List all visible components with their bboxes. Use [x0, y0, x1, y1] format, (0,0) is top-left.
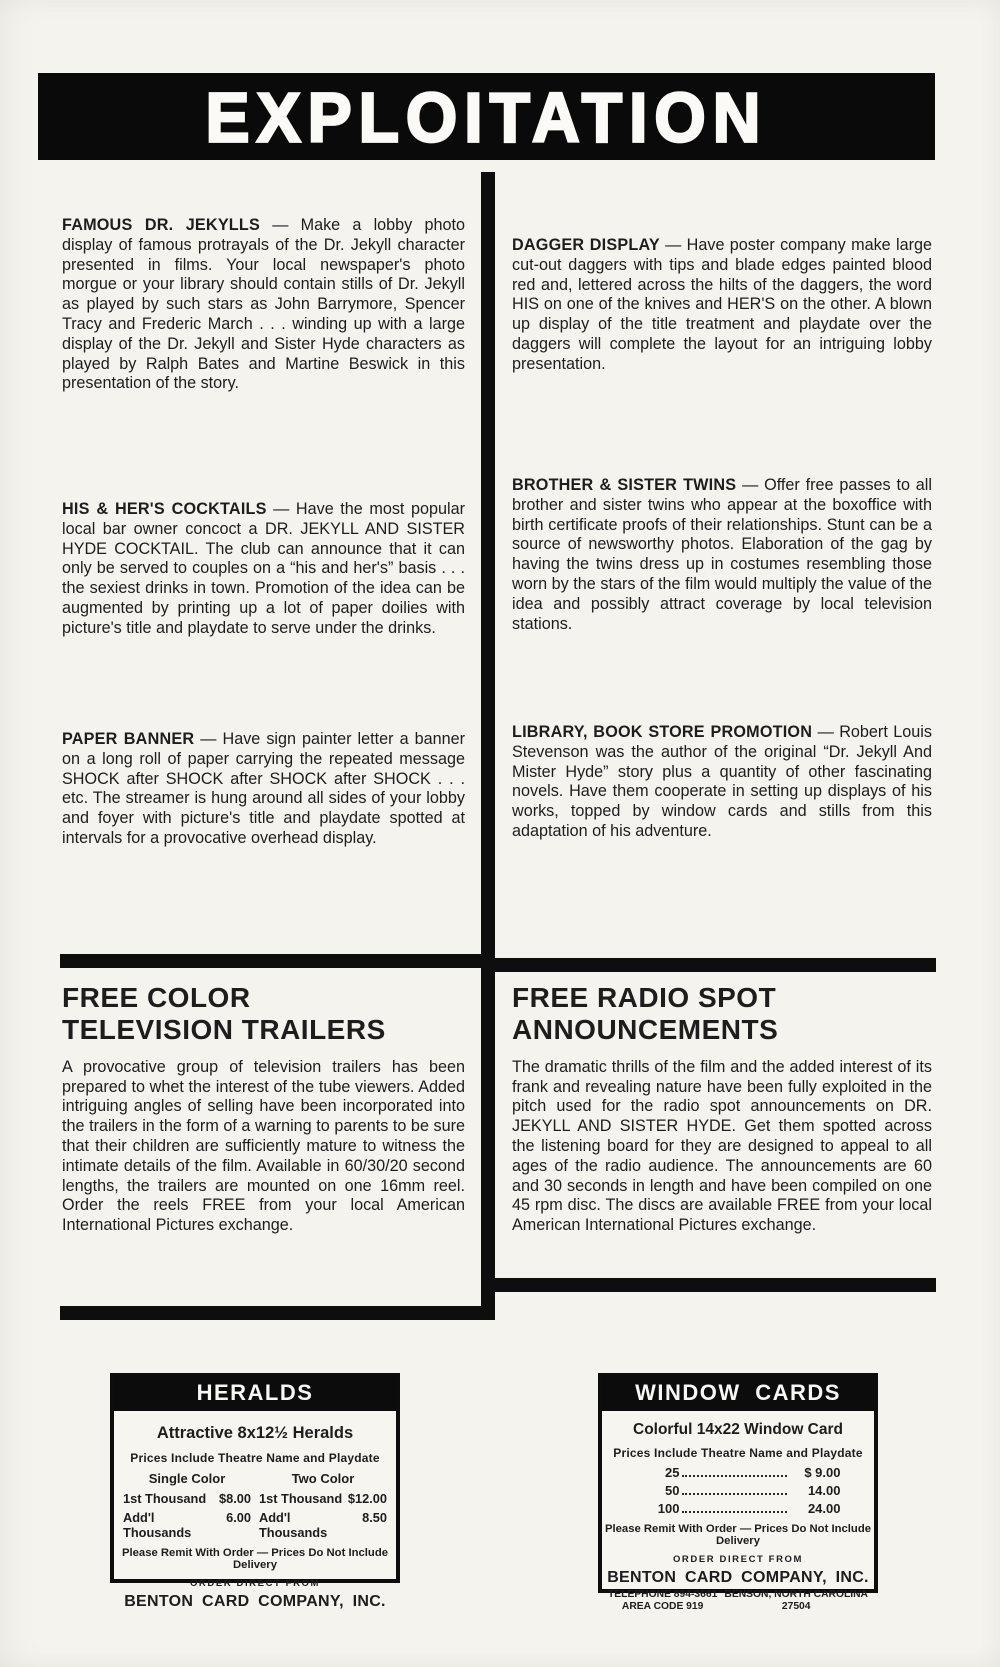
section-title: [512, 982, 932, 1046]
dash-separator: —: [194, 730, 223, 748]
heralds-remit-note: Please Remit With Order — Prices Do Not Include Delivery: [121, 1547, 389, 1572]
area-code-line: AREA CODE 919: [621, 1601, 704, 1613]
window-cards-price-note: Prices Include Theatre Name and Playdate: [613, 1446, 863, 1461]
dash-separator: —: [812, 723, 840, 741]
promo-heading: PAPER BANNER: [62, 730, 195, 748]
price-value: $12.00: [347, 1490, 387, 1506]
price-row: [123, 1510, 251, 1540]
promo-body: Have sign painter letter a banner on a long roll of paper carrying the repeated message SHOCK after SHOCK after SHOCK after SHOCK . . . etc. The streamer is hung around all sides of your lobby and foyer with picture's title and playdate spotted at intervals for a provocative overhead display.: [62, 730, 465, 847]
dash-separator: —: [659, 236, 687, 254]
promo-heading: FAMOUS DR. JEKYLLS: [62, 216, 260, 234]
heralds-card-title: HERALDS: [114, 1377, 396, 1411]
price-value: 24.00: [807, 1501, 841, 1517]
dash-separator: —: [736, 476, 765, 494]
promo-heading: LIBRARY, BOOK STORE PROMOTION: [512, 723, 813, 741]
price-quantity: 50: [665, 1483, 680, 1499]
divider-bottom-right: [495, 1278, 936, 1292]
price-row: [123, 1491, 251, 1506]
price-row: [259, 1491, 387, 1506]
window-cards-title: WINDOW CARDS: [602, 1377, 874, 1411]
promo-dagger-display: [512, 236, 932, 375]
zip-line: 27504: [781, 1601, 811, 1613]
section-title-line1: FREE RADIO SPOT: [512, 982, 777, 1013]
price-label: Add'l Thousands: [123, 1510, 192, 1541]
price-value: 6.00: [226, 1510, 252, 1526]
section-title: [62, 982, 465, 1046]
promo-brother-sister-twins: [512, 476, 932, 634]
phone-line: TELEPHONE 894-3661: [608, 1589, 718, 1601]
promo-famous-dr-jekylls: [62, 216, 465, 394]
price-value: 8.50: [362, 1510, 387, 1526]
section-body: A provocative group of television trailers has been prepared to whet the interest of the tube viewers. Added intriguing angles of selling have been incorporated into the trailers in the form of a warning to parents to be sure that their children are sufficiently mature to witness the intimate details of the film. Available in 60/30/20 second lengths, the trailers are mounted on one 16mm reel. Order the reels FREE from your local American International Pictures exchange.: [62, 1057, 465, 1235]
section-radio-spots: [512, 982, 932, 1236]
column-header: Two Color: [291, 1471, 355, 1487]
promo-body: Robert Louis Stevenson was the author of the original “Dr. Jekyll And Mister Hyde” story plus a quantity of other fascinating novels. Have them cooperate in setting up displays of his works, topped by window cards and stills from this adaptation of his adventure.: [512, 723, 932, 840]
heralds-single-color-column: [123, 1471, 251, 1540]
company-address: [724, 1589, 868, 1613]
price-quantity: 100: [657, 1501, 680, 1517]
divider-bottom-left: [60, 1306, 481, 1320]
banner-title: EXPLOITATION: [205, 77, 768, 156]
dotted-leader: [682, 1475, 787, 1477]
dotted-leader: [682, 1493, 787, 1495]
window-cards-order-card: [598, 1373, 878, 1613]
price-quantity: 25: [665, 1465, 680, 1481]
price-label: 1st Thousand: [123, 1490, 207, 1506]
promo-heading: HIS & HER'S COCKTAILS: [62, 500, 267, 518]
exploitation-banner: [38, 73, 935, 160]
window-cards-subtitle: Colorful 14x22 Window Card: [633, 1421, 843, 1439]
heralds-price-note: Prices Include Theatre Name and Playdate: [130, 1451, 380, 1466]
section-body: The dramatic thrills of the film and the added interest of its frank and revealing nature have been fully exploited in the pitch used for the radio spot announcements on DR. JEKYLL AND SISTER HYDE. Get them spotted across the listening board for they are designed to appeal to all ages of the radio audience. The announcements are 60 and 30 seconds in length and have been compiled on one 45 rpm disc. The discs are available FREE from your local American International Pictures exchange.: [512, 1057, 932, 1235]
window-cards-company-name: BENTON CARD COMPANY, INC.: [607, 1569, 869, 1587]
company-phone: [608, 1589, 717, 1613]
window-cards-contact: [602, 1589, 874, 1613]
promo-body: Offer free passes to all brother and sister twins who appear at the boxoffice with birth certificate proofs of their relationships. Stunt can be a source of newsworthy photos. Elaboration of the gag by having the twins dress up in costumes resembling those worn by the stars of the film would multiply the value of the idea and possibly attract coverage by local television stations.: [512, 476, 932, 633]
price-value: $ 9.00: [804, 1465, 841, 1481]
section-title-line2: ANNOUNCEMENTS: [512, 1013, 779, 1045]
dotted-leader: [682, 1511, 787, 1513]
window-cards-remit-note: Please Remit With Order — Prices Do Not Include Delivery: [604, 1523, 872, 1548]
promo-heading: DAGGER DISPLAY: [512, 236, 660, 254]
price-row: [259, 1510, 387, 1540]
price-row: [636, 1483, 841, 1498]
divider-mid-left: [60, 954, 481, 968]
promo-paper-banner: [62, 730, 465, 849]
window-cards-pricing-table: [636, 1465, 841, 1516]
address-line: BENSON, NORTH CAROLINA: [724, 1589, 868, 1601]
heralds-two-color-column: [259, 1471, 387, 1540]
promo-body: Have the most popular local bar owner concoct a DR. JEKYLL AND SISTER HYDE COCKTAIL. The club can announce that it can only be served to couples on a “his and her's” basis . . . the sexiest drinks in town. Promotion of the idea can be augmented by printing up a lot of paper doilies with picture's title and playdate to serve under the drinks.: [62, 500, 465, 637]
dash-separator: —: [266, 500, 296, 518]
column-header: Single Color: [148, 1471, 226, 1487]
price-value: $8.00: [219, 1490, 252, 1506]
price-row: [636, 1465, 841, 1480]
price-label: 1st Thousand: [258, 1490, 343, 1506]
divider-mid-right: [495, 958, 936, 972]
heralds-order-card: [110, 1373, 400, 1611]
heralds-order-from: ORDER DIRECT FROM: [189, 1578, 321, 1590]
window-cards-order-from: ORDER DIRECT FROM: [672, 1554, 804, 1566]
section-title-line1: FREE COLOR: [62, 982, 251, 1013]
section-title-line2: TELEVISION TRAILERS: [62, 1013, 386, 1045]
column-divider-vertical: [481, 172, 495, 1320]
price-row: [636, 1501, 841, 1516]
dash-separator: —: [260, 216, 301, 234]
section-tv-trailers: [62, 982, 465, 1236]
promo-library-book-store: [512, 723, 932, 842]
price-label: Add'l Thousands: [258, 1510, 328, 1541]
heralds-pricing-table: [114, 1471, 396, 1540]
promo-body: Have poster company make large cut-out daggers with tips and blade edges painted blood red and, lettered across the hilts of the daggers, the word HIS on one of the knives and HER'S on the other. A blown up display of the title treatment and playdate over the daggers will complete the layout for an intriguing lobby presentation.: [512, 236, 932, 373]
promo-his-hers-cocktails: [62, 500, 465, 639]
price-value: 14.00: [807, 1483, 841, 1499]
promo-heading: BROTHER & SISTER TWINS: [512, 476, 737, 494]
heralds-company-name: BENTON CARD COMPANY, INC.: [124, 1593, 386, 1611]
heralds-subtitle: Attractive 8x12½ Heralds: [156, 1424, 354, 1443]
promo-body: Make a lobby photo display of famous protrayals of the Dr. Jekyll character presented in films. Your local newspaper's photo morgue or your library should contain stills of Dr. Jekyll as played by such stars as John Barrymore, Spencer Tracy and Frederic March . . . winding up with a large display of the Dr. Jekyll and Sister Hyde characters as played by Ralph Bates and Martine Beswick in this presentation of the story.: [62, 216, 465, 393]
